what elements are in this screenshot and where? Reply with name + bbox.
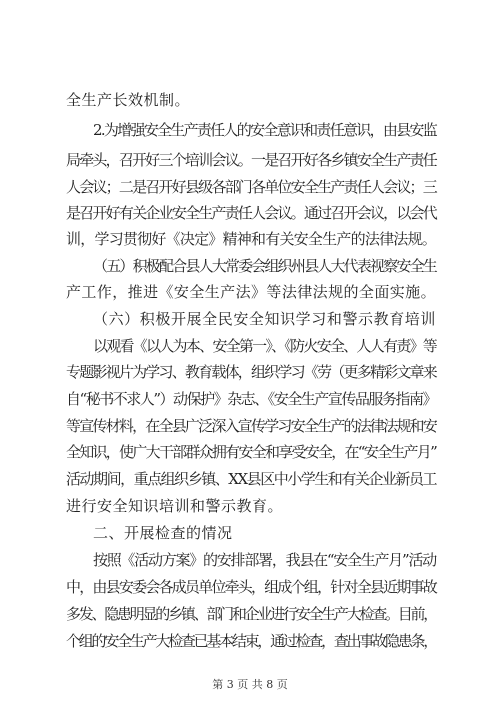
paragraph-line: 多发、隐患明显的乡镇、部门和企业进行安全生产大检查。目前， [66,605,436,623]
paragraph-line: （五）积极配合县人大常委会组织州县人大代表视察安全生 [93,257,436,275]
paragraph-line: 2.为增强安全生产责任人的安全意识和责任意识，由县安监 [93,121,436,139]
paragraph-line: 进行安全知识培训和警示教育。 [66,497,284,515]
page-number-footer: 第 3 页 共 8 页 [212,678,288,691]
paragraph-line: 等宣传材料，在全县广泛深入宣传学习安全生产的法律法规和安 [66,417,436,435]
paragraph-line: 专题影视片为学习、教育载体，组织学习《劳（更多精彩文章来 [66,363,436,381]
paragraph-line: 按照《活动方案》的安排部署，我县在“安全生产月”活动 [93,551,436,569]
section-heading: 二、开展检查的情况 [93,524,233,542]
paragraph-line: 训，学习贯彻好《决定》精神和有关安全生产的法律法规。 [66,230,436,248]
paragraph-line: 以观看《以人为本、安全第一》、《防火安全、人人有责》等 [93,337,436,355]
paragraph-line: 自“秘书不求人”）动保护》杂志、《安全生产宣传品服务指南》 [66,390,436,408]
section-heading: （六）积极开展全民安全知识学习和警示教育培训 [93,310,436,328]
paragraph-line: 个组的安全生产大检查已基本结束，通过检查，查出事故隐患条， [66,632,436,650]
paragraph-line: 活动期间，重点组织乡镇、XX县区中小学生和有关企业新员工 [66,470,436,488]
paragraph-line: 人会议；二是召开好县级各部门各单位安全生产责任人会议；三 [66,178,436,196]
paragraph-line: 是召开好有关企业安全生产责任人会议。通过召开会议，以会代 [66,204,436,222]
paragraph-line: 全知识，使广大干部群众拥有安全和享受安全，在“安全生产月” [66,443,436,461]
paragraph-line: 全生产长效机制。 [66,91,191,109]
paragraph-line: 产工作，推进《安全生产法》等法律法规的全面实施。 [66,283,436,301]
paragraph-line: 中，由县安委会各成员单位牵头，组成个组，针对全县近期事故 [66,578,436,596]
paragraph-line: 局牵头，召开好三个培训会议。一是召开好各乡镇安全生产责任 [66,151,436,169]
